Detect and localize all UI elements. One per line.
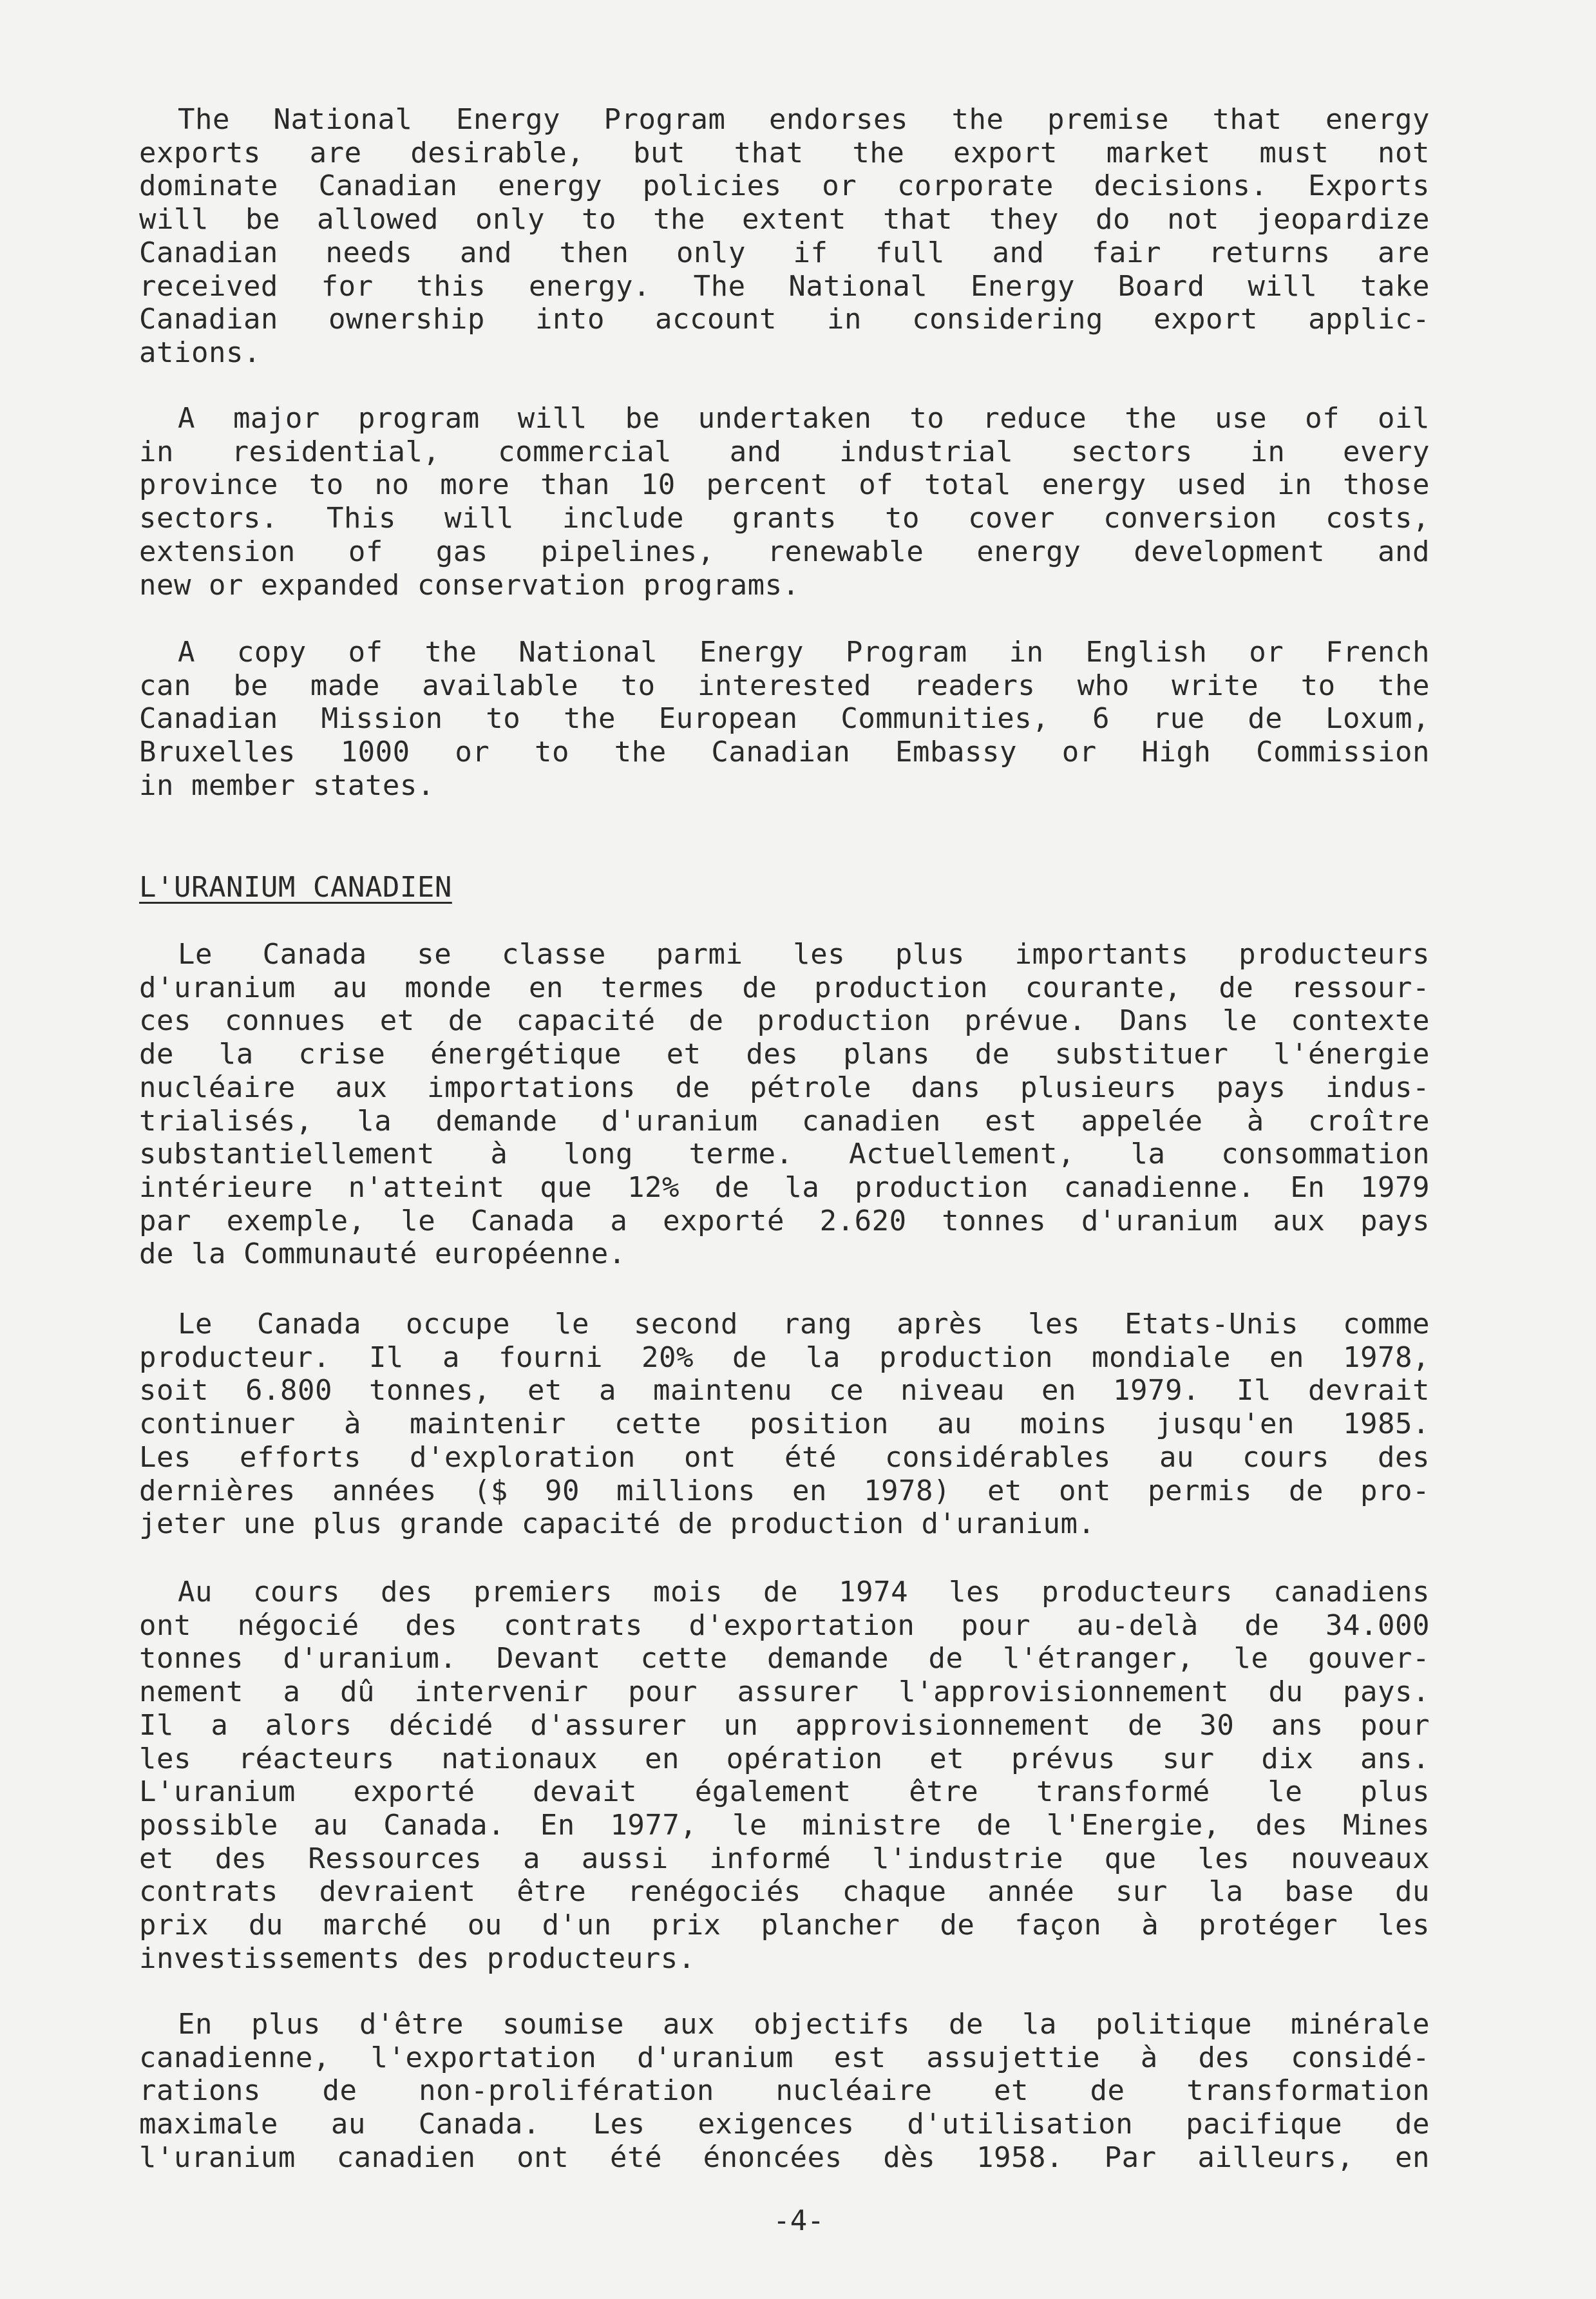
- text-line: in member states.: [139, 768, 435, 802]
- text-line: canadienne, l'exportation d'uranium est assujettie à des considé-: [139, 2041, 1430, 2074]
- text-line: Canadian Mission to the European Communities, 6 rue de Loxum,: [139, 702, 1430, 736]
- text-line: Canadian ownership into account in considering export applic-: [139, 303, 1430, 336]
- text-line: continuer à maintenir cette position au moins jusqu'en 1985.: [139, 1407, 1430, 1441]
- text-line: investissements des producteurs.: [139, 1941, 696, 1975]
- line-text: The National Energy Program endorses the premise that energy: [178, 103, 1430, 136]
- text-line: contrats devraient être renégociés chaque année sur la base du: [139, 1875, 1430, 1909]
- paragraph-oil-reduction: [139, 402, 1430, 602]
- text-line: Canadian needs and then only if full and fair returns are: [139, 236, 1430, 269]
- text-line: dominate Canadian energy policies or corporate decisions. Exports: [139, 169, 1430, 203]
- text-line: rations de non-prolifération nucléaire et de transformation: [139, 2074, 1430, 2108]
- line-text: Le Canada occupe le second rang après les Etats-Unis comme: [178, 1308, 1430, 1340]
- text-line: intérieure n'atteint que 12% de la production canadienne. En 1979: [139, 1170, 1430, 1204]
- text-line: Les efforts d'exploration ont été considérables au cours des: [139, 1440, 1430, 1474]
- section-heading: L'URANIUM CANADIEN: [139, 871, 452, 904]
- text-line: ont négocié des contrats d'exportation pour au-delà de 34.000: [139, 1608, 1430, 1642]
- text-line: d'uranium au monde en termes de production courante, de ressour-: [139, 971, 1430, 1004]
- text-line: de la crise énergétique et des plans de substituer l'énergie: [139, 1038, 1430, 1071]
- text-line: sectors. This will include grants to cover conversion costs,: [139, 502, 1430, 535]
- line-text: Au cours des premiers mois de 1974 les producteurs canadiens: [178, 1576, 1430, 1608]
- text-line: trialisés, la demande d'uranium canadien est appelée à croître: [139, 1104, 1430, 1138]
- text-line: will be allowed only to the extent that they do not jeopardize: [139, 203, 1430, 236]
- text-line: received for this energy. The National Energy Board will take: [139, 269, 1430, 303]
- text-line: et des Ressources a aussi informé l'industrie que les nouveaux: [139, 1842, 1430, 1875]
- line-text: A copy of the National Energy Program in English or French: [178, 636, 1430, 669]
- line-text: Le Canada se classe parmi les plus importants producteurs: [178, 938, 1430, 971]
- text-line: dernières années ($ 90 millions en 1978) et ont permis de pro-: [139, 1474, 1430, 1507]
- text-line: in residential, commercial and industrial sectors in every: [139, 435, 1430, 468]
- text-line: substantiellement à long terme. Actuellement, la consommation: [139, 1138, 1430, 1171]
- page-number: -4-: [773, 2204, 824, 2237]
- text-line: province to no more than 10 percent of total energy used in those: [139, 468, 1430, 502]
- text-line: L'uranium exporté devait également être transformé le plus: [139, 1775, 1430, 1809]
- paragraph-energy-exports: [139, 103, 1430, 370]
- paragraph-second-rank: [139, 1308, 1430, 1541]
- text-line: can be made available to interested readers who write to the: [139, 669, 1430, 702]
- text-line: extension of gas pipelines, renewable energy development and: [139, 535, 1430, 568]
- paragraph-non-proliferation: [139, 2008, 1430, 2175]
- text-line: [139, 2008, 1430, 2041]
- text-line: producteur. Il a fourni 20% de la production mondiale en 1978,: [139, 1340, 1430, 1374]
- text-line: [139, 1308, 1430, 1341]
- text-line: les réacteurs nationaux en opération et prévus sur dix ans.: [139, 1742, 1430, 1775]
- text-line: possible au Canada. En 1977, le ministre de l'Energie, des Mines: [139, 1808, 1430, 1842]
- text-line: jeter une plus grande capacité de production d'uranium.: [139, 1507, 1096, 1541]
- text-line: [139, 402, 1430, 435]
- text-line: soit 6.800 tonnes, et a maintenu ce niveau en 1979. Il devrait: [139, 1374, 1430, 1407]
- text-line: [139, 636, 1430, 669]
- paragraph-export-contracts: [139, 1576, 1430, 1975]
- text-line: ations.: [139, 336, 261, 369]
- text-line: [139, 1576, 1430, 1609]
- paragraph-uranium-producers: [139, 938, 1430, 1271]
- text-line: l'uranium canadien ont été énoncées dès 1958. Par ailleurs, en: [139, 2141, 1430, 2174]
- text-line: [139, 103, 1430, 137]
- text-line: tonnes d'uranium. Devant cette demande de l'étranger, le gouver-: [139, 1642, 1430, 1675]
- text-line: Bruxelles 1000 or to the Canadian Embassy or High Commission: [139, 736, 1430, 769]
- text-line: de la Communauté européenne.: [139, 1237, 626, 1271]
- text-line: nucléaire aux importations de pétrole dans plusieurs pays indus-: [139, 1071, 1430, 1104]
- text-line: Il a alors décidé d'assurer un approvisionnement de 30 ans pour: [139, 1708, 1430, 1742]
- text-line: [139, 938, 1430, 971]
- text-line: prix du marché ou d'un prix plancher de façon à protéger les: [139, 1909, 1430, 1942]
- text-line: ces connues et de capacité de production prévue. Dans le contexte: [139, 1004, 1430, 1038]
- line-text: En plus d'être soumise aux objectifs de la politique minérale: [178, 2008, 1430, 2041]
- text-line: new or expanded conservation programs.: [139, 568, 800, 602]
- text-line: exports are desirable, but that the export market must not: [139, 136, 1430, 169]
- line-text: A major program will be undertaken to reduce the use of oil: [178, 402, 1430, 435]
- text-line: par exemple, le Canada a exporté 2.620 tonnes d'uranium aux pays: [139, 1204, 1430, 1237]
- paragraph-copy-availability: [139, 636, 1430, 803]
- text-line: maximale au Canada. Les exigences d'utilisation pacifique de: [139, 2108, 1430, 2141]
- text-line: nement a dû intervenir pour assurer l'approvisionnement du pays.: [139, 1675, 1430, 1709]
